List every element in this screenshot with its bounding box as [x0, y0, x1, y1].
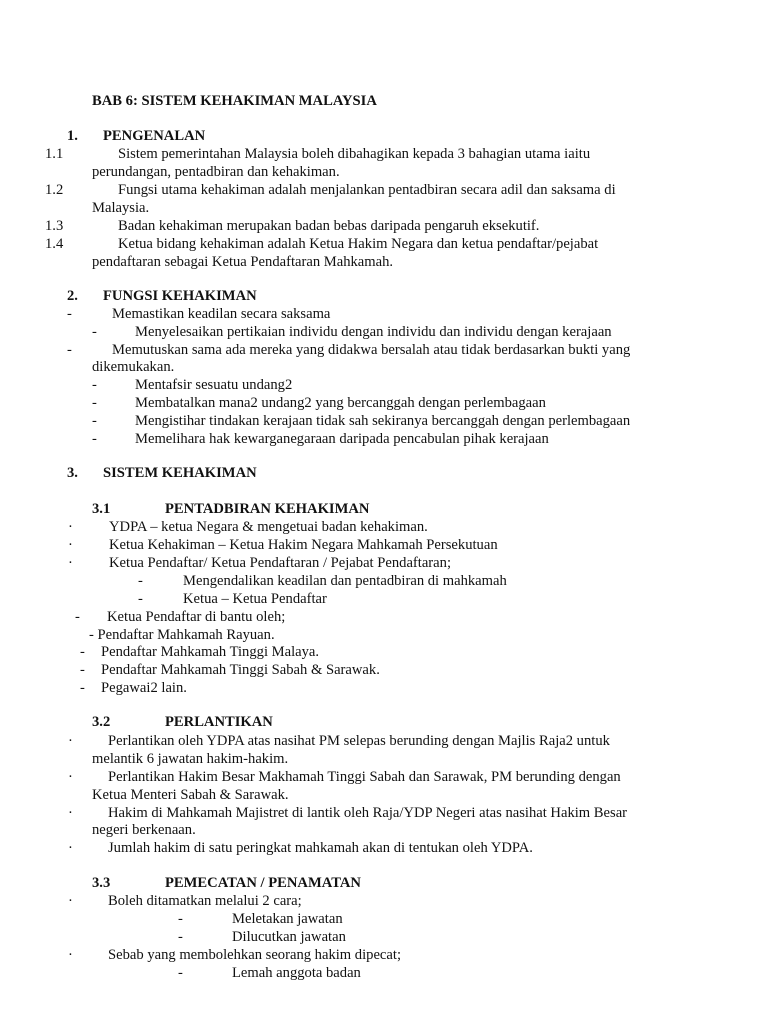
dash-marker: - [80, 662, 85, 678]
bullet-marker: · [68, 733, 73, 749]
list-item: Ketua Pendaftar di bantu oleh; [107, 609, 286, 625]
bullet-marker: · [68, 519, 73, 535]
bullet-marker: · [68, 769, 73, 785]
list-item: Ketua Kehakiman – Ketua Hakim Negara Mahkamah Persekutuan [109, 537, 498, 553]
item-text: Malaysia. [92, 200, 150, 216]
item-text: pendaftaran sebagai Ketua Pendaftaran Mahkamah. [92, 254, 394, 270]
item-number: 1.3 [45, 218, 64, 234]
dash-marker: - [178, 929, 183, 945]
dash-marker: - [138, 591, 143, 607]
dash-marker: - [75, 609, 80, 625]
dash-marker: - [92, 413, 97, 429]
list-item: Mentafsir sesuatu undang2 [135, 377, 293, 393]
dash-marker: - [80, 680, 85, 696]
list-item: dikemukakan. [92, 359, 175, 375]
list-item: Sebab yang membolehkan seorang hakim dipecat; [108, 947, 402, 963]
subsection-number: 3.3 [92, 875, 111, 891]
subsection-heading: PEMECATAN / PENAMATAN [165, 875, 361, 891]
dash-marker: - [178, 965, 183, 981]
bullet-marker: · [68, 893, 73, 909]
bullet-marker: · [68, 537, 73, 553]
list-item: Ketua – Ketua Pendaftar [183, 591, 327, 607]
list-item: Lemah anggota badan [232, 965, 361, 981]
list-item: Perlantikan Hakim Besar Makhamah Tinggi Sabah dan Sarawak, PM berunding dengan [108, 769, 621, 785]
list-item: Perlantikan oleh YDPA atas nasihat PM selepas berunding dengan Majlis Raja2 untuk [108, 733, 610, 749]
item-text: Sistem pemerintahan Malaysia boleh dibahagikan kepada 3 bahagian utama iaitu [118, 146, 591, 162]
subsection-heading: PENTADBIRAN KEHAKIMAN [165, 501, 370, 517]
section-number: 2. [67, 288, 78, 304]
section-heading: SISTEM KEHAKIMAN [103, 465, 257, 481]
subsection-number: 3.1 [92, 501, 111, 517]
subsection-heading: PERLANTIKAN [165, 714, 273, 730]
dash-marker: - [92, 324, 97, 340]
dash-marker: - [92, 431, 97, 447]
list-item: Hakim di Mahkamah Majistret di lantik oleh Raja/YDP Negeri atas nasihat Hakim Besar [108, 805, 628, 821]
list-item: Meletakan jawatan [232, 911, 343, 927]
dash-marker: - [178, 911, 183, 927]
list-item: Membatalkan mana2 undang2 yang bercanggah dengan perlembagaan [135, 395, 546, 411]
item-text: Fungsi utama kehakiman adalah menjalankan pentadbiran secara adil dan saksama di [118, 182, 616, 198]
list-item: melantik 6 jawatan hakim-hakim. [92, 751, 289, 767]
dash-marker: - [67, 306, 72, 322]
dash-marker: - [80, 644, 85, 660]
list-item: Memastikan keadilan secara saksama [112, 306, 331, 322]
subsection-number: 3.2 [92, 714, 111, 730]
list-item: Mengistihar tindakan kerajaan tidak sah sekiranya bercanggah dengan perlembagaan [135, 413, 631, 429]
bullet-marker: · [68, 805, 73, 821]
item-text: Badan kehakiman merupakan badan bebas daripada pengaruh eksekutif. [118, 218, 540, 234]
list-item: Pendaftar Mahkamah Tinggi Sabah & Sarawak. [101, 662, 380, 678]
list-item: Memelihara hak kewarganegaraan daripada pencabulan pihak kerajaan [135, 431, 549, 447]
item-number: 1.1 [45, 146, 64, 162]
list-item: Ketua Pendaftar/ Ketua Pendaftaran / Pejabat Pendaftaran; [109, 555, 451, 571]
item-text: Ketua bidang kehakiman adalah Ketua Hakim Negara dan ketua pendaftar/pejabat [118, 236, 599, 252]
list-item: Pendaftar Mahkamah Tinggi Malaya. [101, 644, 320, 660]
list-item: Memutuskan sama ada mereka yang didakwa bersalah atau tidak berdasarkan bukti yang [112, 342, 631, 358]
item-number: 1.4 [45, 236, 64, 252]
item-text: perundangan, pentadbiran dan kehakiman. [92, 164, 340, 180]
list-item: Dilucutkan jawatan [232, 929, 346, 945]
dash-marker: - [92, 395, 97, 411]
list-item: Boleh ditamatkan melalui 2 cara; [108, 893, 302, 909]
list-item: - Pendaftar Mahkamah Rayuan. [89, 627, 275, 643]
list-item: Jumlah hakim di satu peringkat mahkamah akan di tentukan oleh YDPA. [108, 840, 533, 856]
bullet-marker: · [68, 555, 73, 571]
list-item: Pegawai2 lain. [101, 680, 187, 696]
dash-marker: - [67, 342, 72, 358]
list-item: negeri berkenaan. [92, 822, 196, 838]
dash-marker: - [138, 573, 143, 589]
list-item: YDPA – ketua Negara & mengetuai badan kehakiman. [109, 519, 428, 535]
section-heading: FUNGSI KEHAKIMAN [103, 288, 257, 304]
bullet-marker: · [68, 840, 73, 856]
list-item: Mengendalikan keadilan dan pentadbiran di mahkamah [183, 573, 507, 589]
section-heading: PENGENALAN [103, 128, 206, 144]
list-item: Menyelesaikan pertikaian individu dengan individu dan individu dengan kerajaan [135, 324, 612, 340]
section-number: 1. [67, 128, 78, 144]
document-title: BAB 6: SISTEM KEHAKIMAN MALAYSIA [92, 93, 377, 109]
bullet-marker: · [68, 947, 73, 963]
section-number: 3. [67, 465, 78, 481]
dash-marker: - [92, 377, 97, 393]
list-item: Ketua Menteri Sabah & Sarawak. [92, 787, 289, 803]
item-number: 1.2 [45, 182, 64, 198]
